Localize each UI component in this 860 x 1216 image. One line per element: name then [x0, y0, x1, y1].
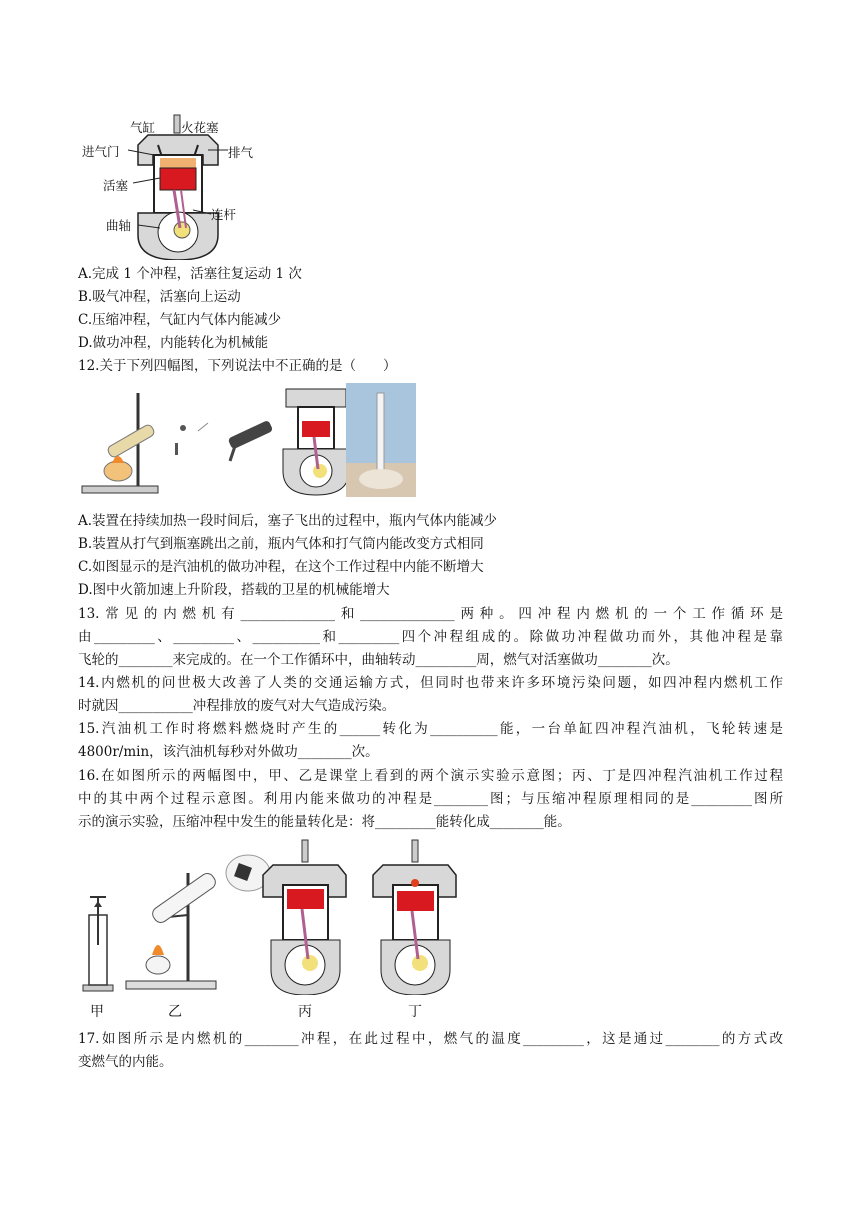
q16-figures — [78, 835, 478, 1020]
caption-bing: 丙 — [298, 1004, 312, 1020]
q15-line-2: 4800r/min，该汽油机每秒对外做功________次。 — [78, 744, 379, 760]
caption-ding: 丁 — [408, 1004, 422, 1020]
q17-line-2: 变燃气的内能。 — [78, 1054, 173, 1070]
q14-line-2: 时就因___________冲程排放的废气对大气造成污染。 — [78, 698, 396, 714]
q16-figures-drawing — [78, 835, 478, 995]
q12-stem: 12.关于下列四幅图，下列说法中不正确的是（ ） — [78, 358, 397, 374]
q13-line-1: 13.常见的内燃机有______________和______________两种。四冲程内燃机的一个工作循环是 — [78, 606, 783, 622]
label-intake-valve: 进气门 — [82, 144, 120, 159]
label-piston: 活塞 — [103, 178, 129, 193]
q12-figures — [78, 383, 418, 498]
label-cylinder: 气缸 — [130, 120, 156, 135]
q17-line-1: 17.如图所示是内燃机的________冲程，在此过程中，燃气的温度_________，这是通过________的方式改 — [78, 1031, 783, 1047]
q16-line-1: 16.在如图所示的两幅图中，甲、乙是课堂上看到的两个演示实验示意图；丙、丁是四冲程汽油机工作过程 — [78, 768, 783, 784]
q16-line-2: 中的其中两个过程示意图。利用内能来做功的冲程是________图；与压缩冲程原理相同的是_________图所 — [78, 791, 783, 807]
q14-line-1: 14.内燃机的问世极大改善了人类的交通运输方式，但同时也带来许多环境污染问题，如四冲程内燃机工作 — [78, 675, 783, 691]
label-exhaust: 排气 — [228, 145, 254, 160]
q11-option-d: D.做功冲程，内能转化为机械能 — [78, 335, 269, 351]
q11-option-c: C.压缩冲程，气缸内气体内能减少 — [78, 312, 282, 328]
q16-line-3: 示的演示实验，压缩冲程中发生的能量转化是：将_________能转化成________能。 — [78, 814, 571, 830]
q11-option-b: B.吸气冲程，活塞向上运动 — [78, 289, 241, 305]
q12-figures-drawing — [78, 383, 418, 498]
q12-option-c: C.如图显示的是汽油机的做功冲程，在这个工作过程中内能不断增大 — [78, 559, 484, 575]
q13-line-3: 飞轮的________来完成的。在一个工作循环中，曲轴转动_________周，燃气对活塞做功________次。 — [78, 652, 679, 668]
label-crankshaft: 曲轴 — [106, 218, 132, 233]
q12-option-b: B.装置从打气到瓶塞跳出之前，瓶内气体和打气筒内能改变方式相同 — [78, 536, 484, 552]
q15-line-1: 15.汽油机工作时将燃料燃烧时产生的______转化为__________能，一台单缸四冲程汽油机，飞轮转速是 — [78, 721, 783, 737]
label-connecting-rod: 连杆 — [211, 207, 237, 222]
q11-option-a: A.完成 1 个冲程，活塞往复运动 1 次 — [78, 266, 302, 282]
caption-jia: 甲 — [90, 1004, 104, 1020]
engine-diagram-q11 — [78, 110, 278, 260]
q12-option-a: A.装置在持续加热一段时间后，塞子飞出的过程中，瓶内气体内能减少 — [78, 513, 498, 529]
q12-option-d: D.图中火箭加速上升阶段，搭载的卫星的机械能增大 — [78, 582, 390, 598]
q13-line-2: 由_________、_________、__________和_________四个冲程组成的。除做功冲程做功而外，其他冲程是靠 — [78, 629, 783, 645]
label-spark-plug: 火花塞 — [181, 120, 219, 135]
caption-yi: 乙 — [168, 1004, 182, 1020]
